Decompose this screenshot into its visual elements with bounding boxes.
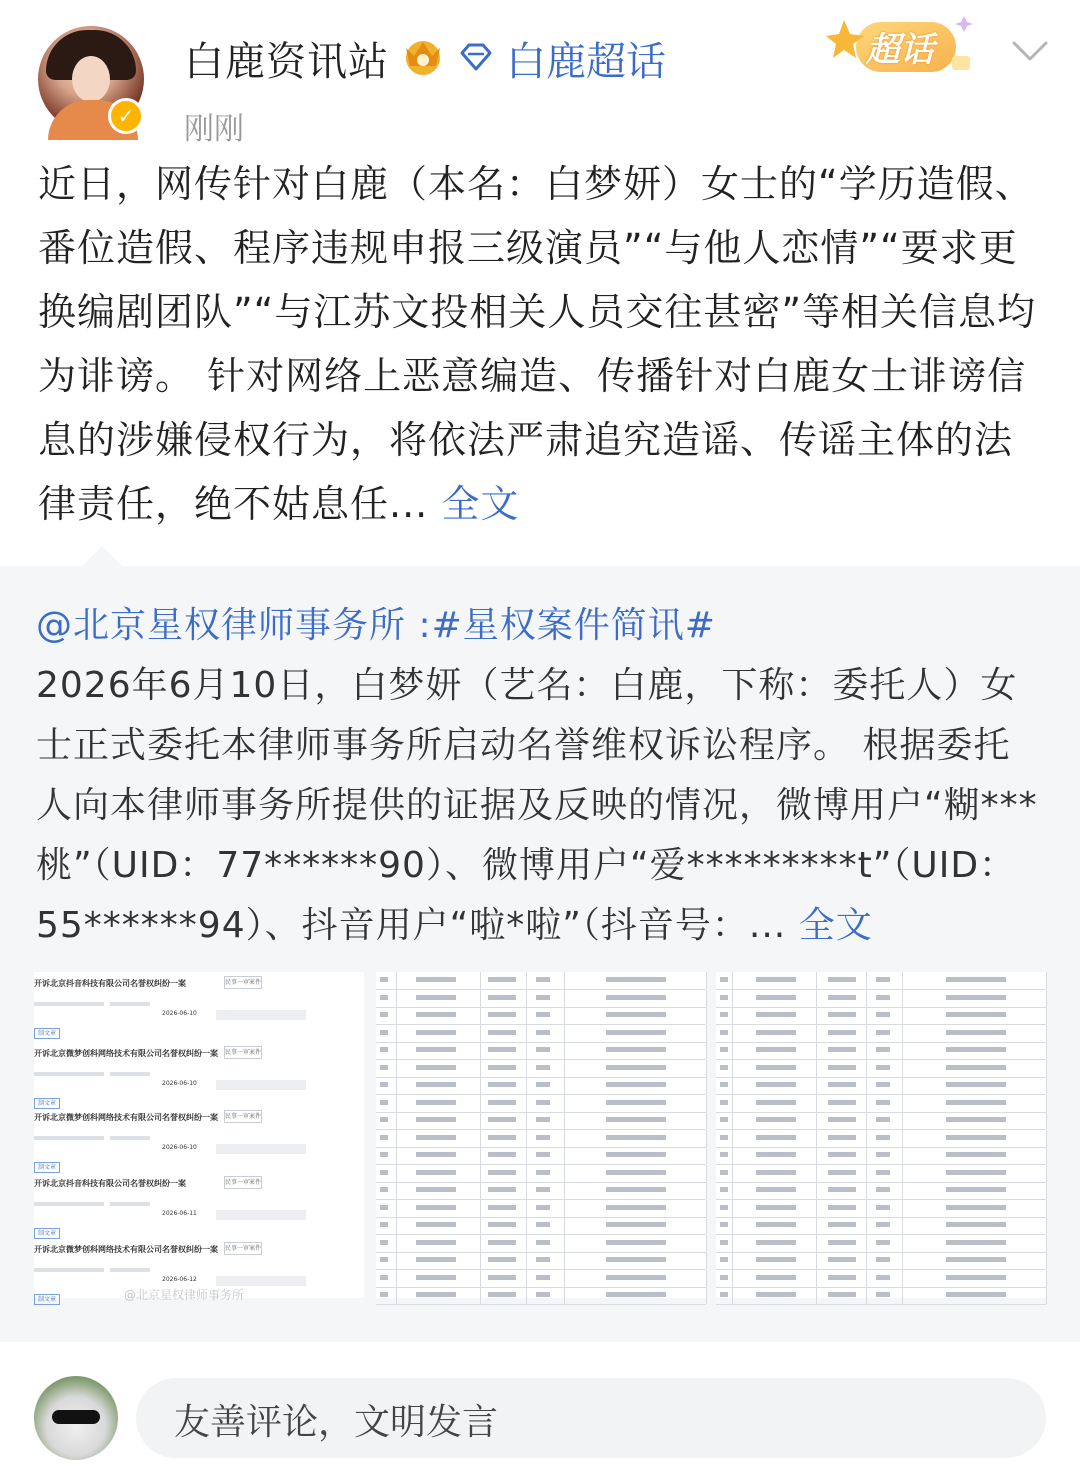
crown-icon [398, 34, 448, 76]
case-entry [34, 978, 364, 1042]
diamond-icon [458, 42, 494, 72]
case-title: 开诉北京微梦创科网络技术有限公司名誉权纠纷一案 [34, 1245, 218, 1254]
case-tag: 民事一审案件 [224, 1242, 262, 1255]
case-title: 开诉北京抖音科技有限公司名誉权纠纷一案 [34, 1179, 186, 1188]
case-title: 开诉北京微梦创科网络技术有限公司名誉权纠纷一案 [34, 1049, 218, 1058]
table-row [716, 1095, 1046, 1113]
case-entry [34, 1112, 364, 1176]
table-row [376, 1217, 706, 1235]
case-button[interactable]: 制文章 [34, 1228, 60, 1239]
table-row [376, 1130, 706, 1148]
case-entry [34, 1178, 364, 1242]
case-date: 2026-06-10 [162, 1144, 197, 1151]
repost-body [36, 596, 1046, 956]
table-row [376, 1200, 706, 1218]
table-row [376, 1077, 706, 1095]
case-button[interactable]: 制文章 [34, 1294, 60, 1305]
case-button[interactable]: 制文章 [34, 1162, 60, 1173]
table-row [716, 1112, 1046, 1130]
chaohua-badge-label: 超话 [866, 30, 934, 70]
table-row [376, 1007, 706, 1025]
case-tag: 民事一审案件 [224, 1110, 262, 1123]
table-row [716, 1025, 1046, 1043]
table-row [376, 1147, 706, 1165]
post-text: 近日，网传针对白鹿（本名：白梦妍）女士的“学历造假、番位造假、程序违规申报三级演员”“与他人恋情”“要求更换编剧团队”“与江苏文投相关人员交往甚密”等相关信息均为诽谤。 针对网络上恶意编造、传播针对白鹿女士诽谤信息的涉嫌侵权行为，将依法严肃追究造谣、传谣主体的法律责任，绝不姑息任... [38, 162, 1037, 526]
table-row [376, 1270, 706, 1288]
case-entry [34, 1048, 364, 1112]
comment-placeholder: 友善评论，文明发言 [174, 1402, 499, 1443]
table-row [716, 1042, 1046, 1060]
table-row [716, 1165, 1046, 1183]
table-row [376, 1112, 706, 1130]
table-row [716, 1007, 1046, 1025]
author-name[interactable]: 白鹿资讯站 [184, 39, 389, 85]
case-date: 2026-06-11 [162, 1210, 197, 1217]
case-date: 2026-06-10 [162, 1080, 197, 1087]
table-row [376, 1060, 706, 1078]
repost-text: 2026年6月10日，白梦妍（艺名：白鹿，下称：委托人）女士正式委托本律师事务所启动名誉维权诉讼程序。 根据委托人向本律师事务所提供的证据及反映的情况，微博用户“糊***桃”（UID：77******90）、微博用户“爱*********t”（UID：55******94）、抖音用户“啦*啦”（抖音号：... [36, 665, 1038, 946]
repost-image-3[interactable] [716, 972, 1046, 1298]
table-row [716, 1217, 1046, 1235]
repost-expand-link[interactable]: 全文 [798, 905, 873, 946]
user-avatar[interactable] [34, 1376, 118, 1460]
repost-hashtag-link[interactable]: :#星权案件简讯# [418, 605, 716, 646]
topic-link[interactable]: 白鹿超话 [506, 39, 666, 85]
case-title: 开诉北京抖音科技有限公司名誉权纠纷一案 [34, 979, 186, 988]
table-row [376, 1235, 706, 1253]
table-row [376, 1165, 706, 1183]
image-watermark: @北京星权律师事务所 [124, 1288, 245, 1302]
case-date: 2026-06-12 [162, 1276, 197, 1283]
case-title: 开诉北京微梦创科网络技术有限公司名誉权纠纷一案 [34, 1113, 218, 1122]
table-row [716, 1252, 1046, 1270]
table-row [376, 972, 706, 990]
table-row [716, 1130, 1046, 1148]
table-row [376, 1042, 706, 1060]
table-row [376, 1182, 706, 1200]
post-body [38, 152, 1048, 536]
table-row [716, 1235, 1046, 1253]
case-tag: 民事一审案件 [224, 1176, 262, 1189]
post-expand-link[interactable]: 全文 [441, 482, 520, 526]
table-row [376, 1025, 706, 1043]
table-row [716, 1270, 1046, 1288]
table-row [376, 1252, 706, 1270]
case-button[interactable]: 制文章 [34, 1028, 60, 1039]
table-row [716, 972, 1046, 990]
verified-badge-icon: ✓ [108, 98, 144, 134]
table-row [716, 1287, 1046, 1305]
table-row [716, 990, 1046, 1008]
case-tag: 民事一审案件 [224, 1046, 262, 1059]
case-date: 2026-06-10 [162, 1010, 197, 1017]
repost-notch [80, 546, 124, 568]
table-row [716, 1147, 1046, 1165]
post-header [0, 0, 1080, 150]
table-row [716, 1060, 1046, 1078]
sunglasses-icon [52, 1410, 100, 1424]
table-row [716, 1077, 1046, 1095]
repost-mention-link[interactable]: @北京星权律师事务所 [36, 605, 407, 646]
table-row [376, 1287, 706, 1305]
repost-image-1[interactable] [34, 972, 364, 1303]
post-time: 刚刚 [184, 112, 244, 147]
case-tag: 民事一审案件 [224, 976, 262, 989]
table-row [716, 1200, 1046, 1218]
case-button[interactable]: 制文章 [34, 1098, 60, 1109]
table-row [376, 1095, 706, 1113]
table-row [716, 1182, 1046, 1200]
repost-image-2[interactable] [376, 972, 706, 1298]
chevron-down-icon[interactable] [1010, 38, 1050, 64]
table-row [376, 990, 706, 1008]
